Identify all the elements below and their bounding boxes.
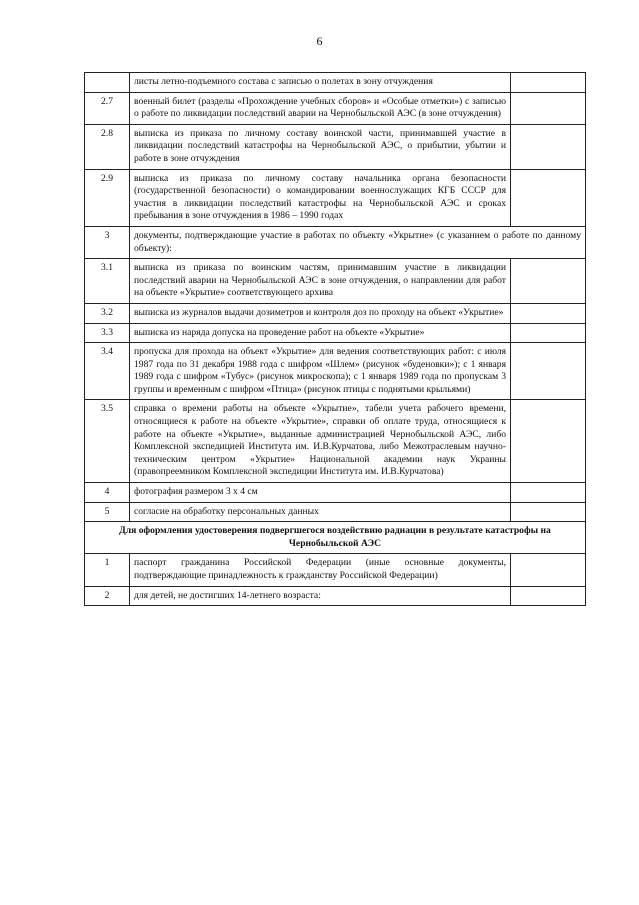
row-mark-cell (511, 554, 586, 586)
table-row (85, 483, 586, 503)
row-text: фотография размером 3 х 4 см (130, 483, 511, 503)
row-mark-cell (511, 259, 586, 304)
row-text: листы летно-подъемного состава с записью о полетах в зону отчуждения (130, 73, 511, 93)
row-text: паспорт гражданина Российской Федерации (иные основные документы, подтверждающие принадлежность к гражданству Российской Федерации) (130, 554, 511, 586)
row-text: пропуска для прохода на объект «Укрытие» для ведения соответствующих работ: с июля 1987 года по 31 декабря 1988 года с шифром «Шлем» (рисунок «буденовки»); с 1 января 1989 года с шифром «Тубус» (рисунок микроскопа); с 1 января 1989 года по пропускам 3 группы и временным с шифром «Птица» (рисунок птицы с поднятыми крыльями) (130, 343, 511, 400)
row-number: 3.1 (85, 259, 130, 304)
row-number: 2.9 (85, 169, 130, 226)
section-heading: Для оформления удостоверения подвергшегося воздействию радиации в результате катастрофы на Чернобыльской АЭС (85, 522, 586, 554)
row-mark-cell (511, 303, 586, 323)
section-heading-row (85, 522, 586, 554)
row-text: выписка из приказа по личному составу начальника органа безопасности (государственной безопасности) о командировании военнослужащих КГБ СССР для участия в ликвидации последствий катастрофы на Чернобыльской АЭС и сроках пребывания в зоне отчуждения в 1986 – 1990 годах (130, 169, 511, 226)
row-text: выписка из приказа по воинским частям, принимавшим участие в ликвидации последствий аварии на Чернобыльской АЭС в зоне отчуждения, о направлении для работ на объекте «Укрытие» соответствующего архива (130, 259, 511, 304)
row-mark-cell (511, 169, 586, 226)
table-row (85, 92, 586, 124)
document-table (84, 72, 586, 606)
row-mark-cell (511, 343, 586, 400)
row-number: 3.5 (85, 400, 130, 483)
row-number: 5 (85, 502, 130, 522)
table-row (85, 226, 586, 258)
row-number: 2 (85, 586, 130, 606)
row-number: 4 (85, 483, 130, 503)
row-text: военный билет (разделы «Прохождение учебных сборов» и «Особые отметки») с записью о работе по ликвидации последствий аварии на Чернобыльской АЭС (в зоне отчуждения) (130, 92, 511, 124)
row-text: выписка из наряда допуска на проведение работ на объекте «Укрытие» (130, 323, 511, 343)
table-row (85, 259, 586, 304)
row-text: документы, подтверждающие участие в работах по объекту «Укрытие» (с указанием о работе по данному объекту): (130, 226, 586, 258)
table-row (85, 303, 586, 323)
row-number: 3.3 (85, 323, 130, 343)
row-text: согласие на обработку персональных данных (130, 502, 511, 522)
table-row (85, 124, 586, 169)
table-row (85, 73, 586, 93)
table-row (85, 502, 586, 522)
row-number: 3 (85, 226, 130, 258)
table-row (85, 169, 586, 226)
row-mark-cell (511, 124, 586, 169)
table-row (85, 554, 586, 586)
row-mark-cell (511, 586, 586, 606)
row-mark-cell (511, 73, 586, 93)
row-mark-cell (511, 92, 586, 124)
row-number: 3.2 (85, 303, 130, 323)
page-number: 6 (316, 34, 323, 48)
table-row (85, 586, 586, 606)
row-number: 2.7 (85, 92, 130, 124)
table-row (85, 400, 586, 483)
row-number: 2.8 (85, 124, 130, 169)
row-text: для детей, не достигших 14-летнего возраста: (130, 586, 511, 606)
row-number (85, 73, 130, 93)
table-row (85, 323, 586, 343)
row-text: выписка из приказа по личному составу воинской части, принимавшей участие в ликвидации последствий катастрофы на Чернобыльской АЭС, о прибытии, убытии и работе в зоне отчуждения (130, 124, 511, 169)
row-mark-cell (511, 400, 586, 483)
row-text: выписка из журналов выдачи дозиметров и контроля доз по проходу на объект «Укрытие» (130, 303, 511, 323)
row-mark-cell (511, 483, 586, 503)
row-mark-cell (511, 323, 586, 343)
row-number: 1 (85, 554, 130, 586)
row-number: 3.4 (85, 343, 130, 400)
row-mark-cell (511, 502, 586, 522)
row-text: справка о времени работы на объекте «Укрытие», табели учета рабочего времени, относящиеся к работе на объекте «Укрытие», справки об оплате труда, относящиеся к работе на объекте «Укрытие», выданные администрацией Чернобыльской АЭС, либо Комплексной экспедицией Института им. И.В.Курчатова, либо Межотраслевым научно-техническим центром «Укрытие» Национальной академии наук Украины (правопреемником Комплексной экспедиции Института им. И.В.Курчатова) (130, 400, 511, 483)
table-row (85, 343, 586, 400)
